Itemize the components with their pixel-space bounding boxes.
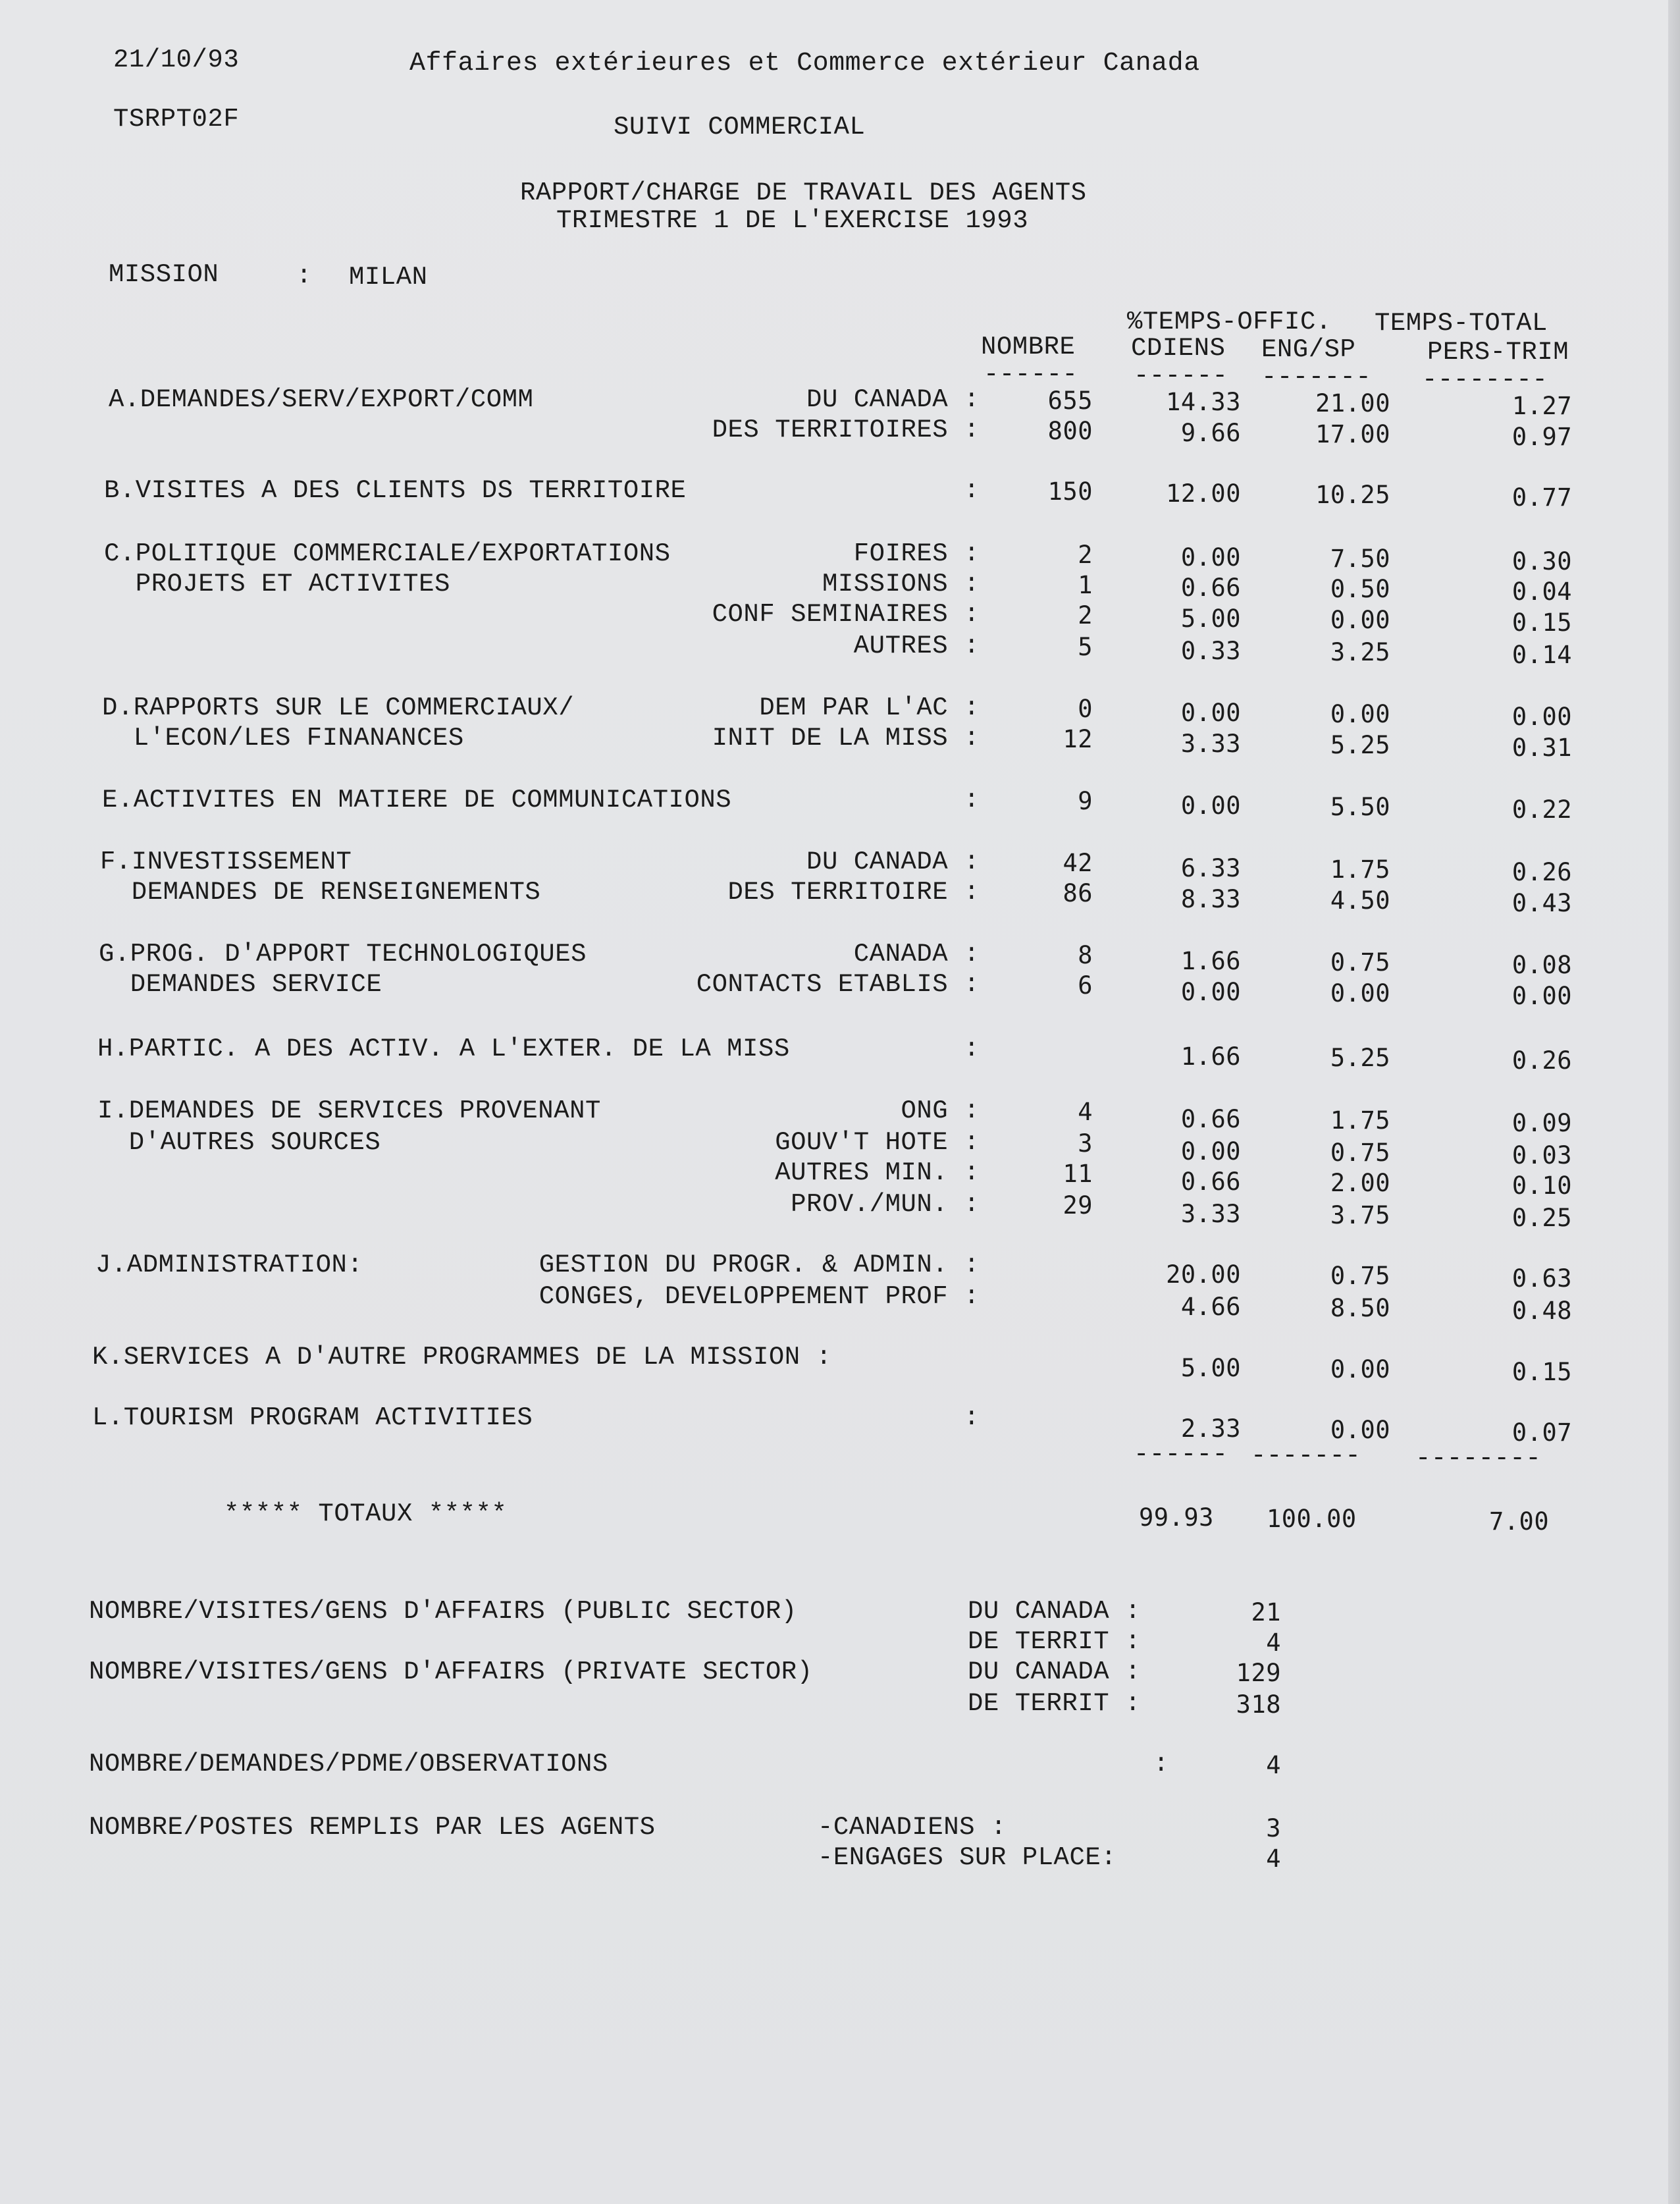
report-date: 21/10/93 [113, 45, 240, 74]
footer-sublabel: DE TERRIT : [968, 1627, 1141, 1656]
row-nombre: 2 [1078, 601, 1093, 630]
row-nombre: 4 [1078, 1098, 1093, 1126]
row-sublabel: CONTACTS ETABLIS : [696, 970, 980, 999]
row-nombre: 86 [1063, 879, 1093, 907]
row-sublabel: GESTION DU PROGR. & ADMIN. : [538, 1250, 980, 1279]
row-cdiens: 0.00 [1180, 792, 1241, 820]
totals-engsp: 100.00 [1267, 1505, 1357, 1533]
row-cdiens: 20.00 [1166, 1260, 1241, 1289]
row-engsp: 0.00 [1330, 700, 1390, 728]
row-cdiens: 3.33 [1180, 730, 1241, 758]
row-nombre: 29 [1063, 1191, 1093, 1220]
col-engsp: ENG/SP [1261, 335, 1356, 364]
row-engsp: 1.75 [1330, 1106, 1390, 1135]
row-cdiens: 1.66 [1180, 1042, 1241, 1071]
row-engsp: 3.75 [1330, 1201, 1390, 1229]
row-nombre: 800 [1047, 417, 1093, 445]
row-sublabel: FOIRES : [853, 539, 980, 568]
row-cdiens: 4.66 [1180, 1293, 1241, 1321]
col-engsp-rule: ------- [1261, 363, 1372, 392]
row-engsp: 8.50 [1330, 1294, 1390, 1322]
row-nombre: 2 [1078, 541, 1093, 569]
row-cdiens: 5.00 [1180, 605, 1241, 633]
row-sublabel: : [964, 476, 980, 505]
row-nombre: 3 [1078, 1129, 1093, 1158]
row-label: L'ECON/LES FINANANCES [102, 724, 464, 753]
footer-label: NOMBRE/DEMANDES/PDME/OBSERVATIONS [89, 1750, 608, 1779]
row-nombre: 5 [1078, 633, 1093, 661]
row-nombre: 9 [1078, 787, 1093, 815]
row-cdiens: 0.33 [1180, 637, 1241, 665]
row-cdiens: 0.00 [1180, 978, 1241, 1006]
row-engsp: 1.75 [1330, 855, 1390, 884]
ministry-name: Affaires extérieures et Commerce extérieur Canada [409, 49, 1200, 78]
row-sublabel: ONG : [901, 1096, 980, 1125]
row-label: D'AUTRES SOURCES [97, 1128, 381, 1157]
totals-pers: 7.00 [1489, 1507, 1550, 1536]
col-nombre-rule: ------ [984, 360, 1078, 389]
row-sublabel: : [964, 1403, 980, 1432]
col-cdiens-rule: ------ [1134, 362, 1228, 390]
row-engsp: 17.00 [1315, 420, 1390, 448]
row-nombre: 150 [1047, 477, 1093, 506]
row-label: G.PROG. D'APPORT TECHNOLOGIQUES [99, 940, 587, 969]
footer-sublabel: -CANADIENS : [818, 1813, 1007, 1842]
footer-sublabel: -ENGAGES SUR PLACE: [818, 1843, 1117, 1872]
row-engsp: 5.50 [1330, 793, 1390, 821]
row-label: E.ACTIVITES EN MATIERE DE COMMUNICATIONS [102, 786, 732, 815]
row-sublabel: AUTRES : [853, 632, 980, 660]
row-pers-trim: 0.04 [1511, 578, 1572, 606]
row-cdiens: 5.00 [1180, 1354, 1241, 1382]
row-nombre: 12 [1063, 725, 1093, 753]
row-engsp: 0.75 [1330, 1139, 1390, 1167]
footer-sublabel: : [1153, 1750, 1169, 1779]
row-sublabel: : [964, 786, 980, 815]
row-label: K.SERVICES A D'AUTRE PROGRAMMES DE LA MISSION : [92, 1343, 832, 1372]
col-temps-total: TEMPS-TOTAL [1375, 309, 1548, 338]
row-cdiens: 3.33 [1180, 1200, 1241, 1228]
footer-value: 129 [1236, 1659, 1281, 1687]
totals-cdiens: 99.93 [1139, 1503, 1214, 1532]
row-pers-trim: 0.77 [1511, 483, 1572, 512]
row-engsp: 0.50 [1330, 575, 1390, 603]
row-engsp: 4.50 [1330, 886, 1390, 915]
col-cdiens: CDIENS [1131, 334, 1226, 363]
row-engsp: 5.25 [1330, 1044, 1390, 1072]
row-nombre: 42 [1063, 849, 1093, 877]
footer-label: NOMBRE/VISITES/GENS D'AFFAIRS (PUBLIC SECTOR) [89, 1597, 797, 1626]
totals-rule-cdiens: ------ [1134, 1440, 1228, 1469]
row-sublabel: INIT DE LA MISS : [712, 724, 980, 753]
col-temps-offic: %TEMPS-OFFIC. [1127, 308, 1332, 336]
row-cdiens: 2.33 [1180, 1414, 1241, 1443]
footer-value: 21 [1251, 1598, 1281, 1626]
report-title: RAPPORT/CHARGE DE TRAVAIL DES AGENTS [520, 178, 1087, 207]
row-pers-trim: 0.09 [1511, 1109, 1572, 1137]
row-cdiens: 6.33 [1180, 854, 1241, 882]
row-cdiens: 1.66 [1180, 947, 1241, 975]
row-pers-trim: 0.26 [1511, 1046, 1572, 1075]
row-pers-trim: 0.03 [1511, 1141, 1572, 1169]
row-sublabel: DES TERRITOIRES : [712, 416, 980, 444]
row-nombre: 0 [1078, 695, 1093, 723]
row-cdiens: 0.66 [1180, 574, 1241, 602]
row-pers-trim: 0.48 [1511, 1297, 1572, 1325]
row-cdiens: 0.66 [1180, 1168, 1241, 1196]
row-nombre: 1 [1078, 571, 1093, 599]
row-sublabel: CONF SEMINAIRES : [712, 600, 980, 629]
row-pers-trim: 1.27 [1511, 392, 1572, 420]
footer-sublabel: DE TERRIT : [968, 1689, 1141, 1718]
row-sublabel: DEM PAR L'AC : [759, 693, 980, 722]
row-engsp: 0.75 [1330, 1262, 1390, 1290]
row-engsp: 2.00 [1330, 1169, 1390, 1197]
row-engsp: 10.25 [1315, 481, 1390, 509]
row-engsp: 21.00 [1315, 389, 1390, 417]
row-pers-trim: 0.97 [1511, 423, 1572, 451]
mission-value: MILAN [349, 263, 428, 292]
footer-value: 4 [1266, 1844, 1281, 1873]
row-pers-trim: 0.15 [1511, 1358, 1572, 1386]
row-label: PROJETS ET ACTIVITES [104, 570, 450, 599]
row-label: D.RAPPORTS SUR LE COMMERCIAUX/ [102, 693, 575, 722]
row-engsp: 0.00 [1330, 1416, 1390, 1444]
row-pers-trim: 0.31 [1511, 734, 1572, 762]
row-engsp: 5.25 [1330, 731, 1390, 759]
row-label: J.ADMINISTRATION: [95, 1250, 363, 1279]
row-sublabel: AUTRES MIN. : [775, 1158, 980, 1187]
footer-value: 318 [1236, 1690, 1281, 1719]
row-sublabel: DES TERRITOIRE : [727, 878, 980, 907]
row-cdiens: 0.00 [1180, 1137, 1241, 1166]
row-engsp: 3.25 [1330, 638, 1390, 666]
row-engsp: 0.00 [1330, 979, 1390, 1008]
row-pers-trim: 0.30 [1511, 547, 1572, 576]
row-cdiens: 0.66 [1180, 1105, 1241, 1133]
row-sublabel: DU CANADA : [806, 847, 980, 876]
footer-value: 4 [1266, 1751, 1281, 1779]
row-nombre: 6 [1078, 971, 1093, 1000]
page-edge [1668, 0, 1680, 2204]
row-label: A.DEMANDES/SERV/EXPORT/COMM [109, 385, 534, 414]
row-pers-trim: 0.22 [1511, 795, 1572, 824]
row-sublabel: CONGES, DEVELOPPEMENT PROF : [538, 1282, 980, 1311]
row-label: DEMANDES DE RENSEIGNEMENTS [100, 878, 541, 907]
row-engsp: 7.50 [1330, 545, 1390, 573]
row-sublabel: MISSIONS : [822, 570, 980, 599]
row-cdiens: 0.00 [1180, 699, 1241, 727]
row-sublabel: GOUV'T HOTE : [775, 1128, 980, 1157]
row-label: B.VISITES A DES CLIENTS DS TERRITOIRE [104, 476, 687, 505]
row-pers-trim: 0.25 [1511, 1204, 1572, 1232]
row-sublabel: DU CANADA : [806, 385, 980, 414]
row-pers-trim: 0.14 [1511, 641, 1572, 669]
footer-value: 4 [1266, 1628, 1281, 1657]
mission-separator: : [296, 261, 312, 290]
row-pers-trim: 0.26 [1511, 858, 1572, 886]
row-engsp: 0.00 [1330, 1355, 1390, 1384]
row-cdiens: 12.00 [1166, 479, 1241, 508]
footer-sublabel: DU CANADA : [968, 1597, 1141, 1626]
row-pers-trim: 0.10 [1511, 1171, 1572, 1200]
row-nombre: 11 [1063, 1160, 1093, 1188]
footer-label: NOMBRE/POSTES REMPLIS PAR LES AGENTS [89, 1813, 656, 1842]
report-code: TSRPT02F [113, 105, 240, 134]
totals-label: ***** TOTAUX ***** [224, 1499, 508, 1528]
row-engsp: 0.00 [1330, 606, 1390, 634]
row-engsp: 0.75 [1330, 948, 1390, 977]
footer-value: 3 [1266, 1814, 1281, 1842]
col-pers-trim: PERS-TRIM [1427, 338, 1569, 367]
row-pers-trim: 0.63 [1511, 1264, 1572, 1293]
mission-label: MISSION [109, 260, 219, 289]
row-label: I.DEMANDES DE SERVICES PROVENANT [97, 1096, 601, 1125]
row-label: C.POLITIQUE COMMERCIALE/EXPORTATIONS [104, 539, 671, 568]
row-nombre: 8 [1078, 941, 1093, 969]
row-cdiens: 0.00 [1180, 543, 1241, 572]
row-label: F.INVESTISSEMENT [100, 847, 352, 876]
footer-label: NOMBRE/VISITES/GENS D'AFFAIRS (PRIVATE SECTOR) [89, 1657, 813, 1686]
row-pers-trim: 0.00 [1511, 982, 1572, 1010]
row-sublabel: PROV./MUN. : [791, 1190, 980, 1219]
row-nombre: 655 [1047, 387, 1093, 415]
col-nombre: NOMBRE [981, 333, 1076, 362]
footer-sublabel: DU CANADA : [968, 1657, 1141, 1686]
row-sublabel: CANADA : [853, 940, 980, 969]
row-pers-trim: 0.07 [1511, 1418, 1572, 1447]
col-pers-rule: -------- [1422, 365, 1548, 394]
totals-rule-engsp: ------- [1251, 1441, 1361, 1470]
row-label: H.PARTIC. A DES ACTIV. A L'EXTER. DE LA MISS [97, 1035, 790, 1063]
row-pers-trim: 0.43 [1511, 889, 1572, 917]
row-cdiens: 9.66 [1180, 419, 1241, 447]
row-pers-trim: 0.15 [1511, 608, 1572, 637]
report-period: TRIMESTRE 1 DE L'EXERCISE 1993 [556, 206, 1029, 235]
row-cdiens: 14.33 [1166, 388, 1241, 416]
totals-rule-pers: -------- [1415, 1444, 1542, 1473]
row-sublabel: : [964, 1035, 980, 1063]
row-label: L.TOURISM PROGRAM ACTIVITIES [92, 1403, 533, 1432]
system-name: SUIVI COMMERCIAL [614, 113, 866, 142]
row-label: DEMANDES SERVICE [99, 970, 382, 999]
row-pers-trim: 0.00 [1511, 703, 1572, 731]
row-cdiens: 8.33 [1180, 885, 1241, 913]
row-pers-trim: 0.08 [1511, 951, 1572, 979]
